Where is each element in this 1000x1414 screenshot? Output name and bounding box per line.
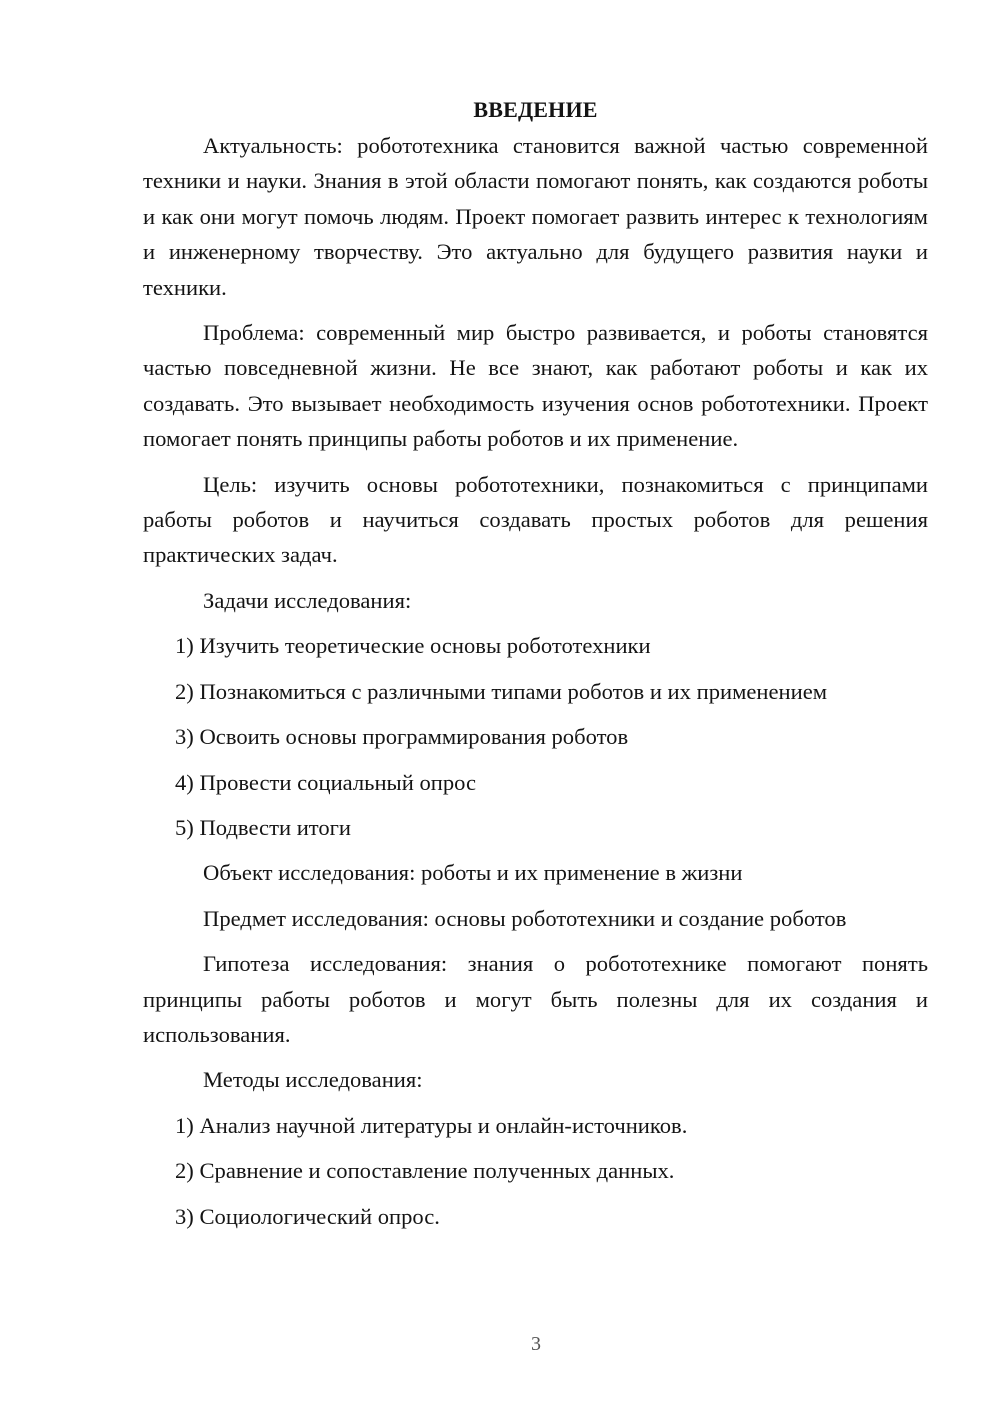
- list-item: 4) Провести социальный опрос: [175, 769, 477, 795]
- page-title: ВВЕДЕНИЕ: [473, 97, 598, 122]
- list-item: 3) Социологический опрос.: [175, 1203, 440, 1229]
- list-item: 1) Изучить теоретические основы робототехники: [175, 633, 651, 659]
- relevance-paragraph: Актуальность: робототехника становится важной частью современной техники и науки. Знания в этой области помогают понять, как создаются роботы и как они могут помочь людям. Проект помогает развить интерес к технологиям и инженерному творчеству. Это актуально для будущего развития науки и техники.: [143, 133, 928, 300]
- hypothesis-paragraph: Гипотеза исследования: знания о робототехнике помогают понять принципы работы роботов и могут быть полезны для их создания и использования.: [143, 951, 928, 1047]
- problem-paragraph: Проблема: современный мир быстро развивается, и роботы становятся частью повседневной жизни. Не все знают, как работают роботы и как их создавать. Это вызывает необходимость изучения основ робототехники. Проект помогает понять принципы работы роботов и их применение.: [143, 320, 928, 452]
- list-item: 1) Анализ научной литературы и онлайн-источников.: [175, 1112, 688, 1138]
- document-page: [143, 94, 928, 1244]
- methods-list: [143, 1108, 928, 1234]
- tasks-list: [143, 628, 928, 845]
- list-item: 5) Подвести итоги: [175, 814, 352, 840]
- research-object: Объект исследования: роботы и их применение в жизни: [203, 860, 743, 886]
- tasks-heading: Задачи исследования:: [203, 587, 412, 613]
- methods-heading: Методы исследования:: [203, 1067, 423, 1093]
- list-item: 2) Познакомиться с различными типами роботов и их применением: [175, 678, 828, 704]
- goal-paragraph: Цель: изучить основы робототехники, познакомиться с принципами работы роботов и научиться создавать простых роботов для решения практических задач.: [143, 471, 928, 568]
- list-item: 2) Сравнение и сопоставление полученных данных.: [175, 1158, 675, 1184]
- list-item: 3) Освоить основы программирования роботов: [175, 724, 629, 750]
- page-number: 3: [531, 1333, 541, 1355]
- research-subject: Предмет исследования: основы робототехники и создание роботов: [203, 905, 847, 931]
